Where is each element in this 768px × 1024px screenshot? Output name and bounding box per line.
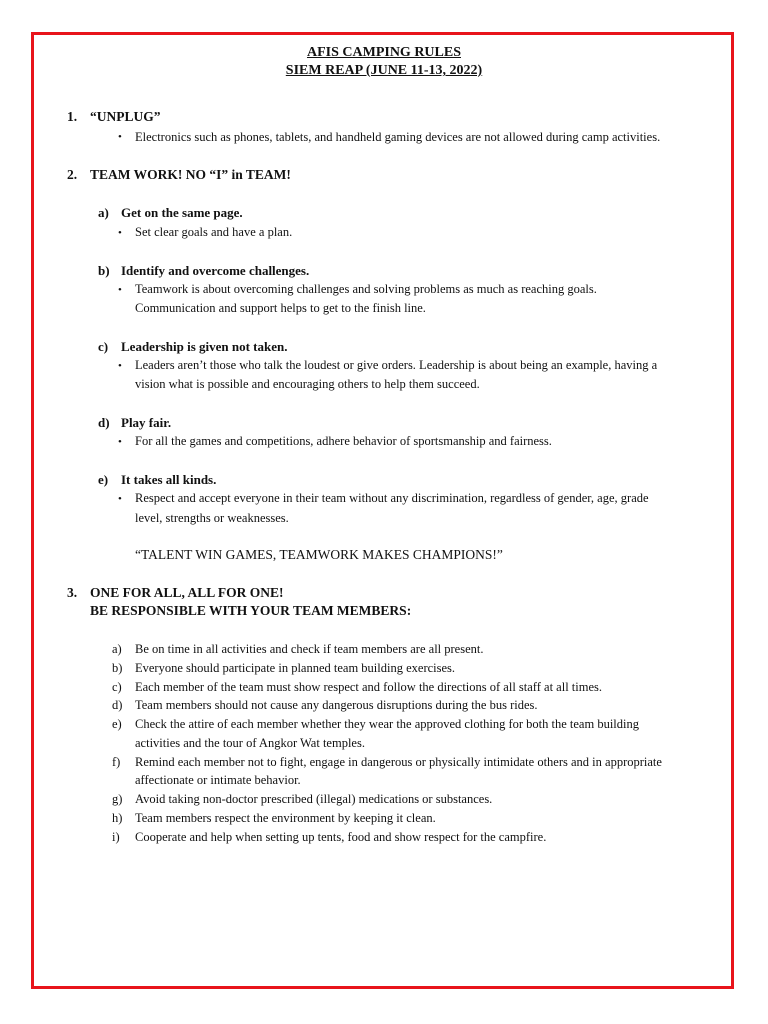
section-2-heading: TEAM WORK! NO “I” in TEAM! xyxy=(90,167,291,182)
bullet-icon: • xyxy=(118,436,122,448)
item-d-label: d) xyxy=(112,698,123,712)
item-d-text: Team members should not cause any dangerous disruptions during the bus rides. xyxy=(135,698,538,712)
sub-b-title: Identify and overcome challenges. xyxy=(121,263,310,278)
sub-d-title: Play fair. xyxy=(121,415,172,430)
section-3-heading: ONE FOR ALL, ALL FOR ONE! xyxy=(90,585,284,600)
bullet-icon: • xyxy=(118,284,122,296)
bullet-icon: • xyxy=(118,493,122,505)
sub-c-title: Leadership is given not taken. xyxy=(121,339,288,354)
section-1-heading: “UNPLUG” xyxy=(90,109,161,124)
sub-d-text: For all the games and competitions, adhere behavior of sportsmanship and fairness. xyxy=(135,434,552,448)
section-3-number: 3. xyxy=(67,585,78,600)
item-c-text: Each member of the team must show respect and follow the directions of all staff at all times. xyxy=(135,680,602,694)
sub-b-text-1: Teamwork is about overcoming challenges and solving problems as much as reaching goals. xyxy=(135,282,597,296)
document-subtitle: SIEM REAP (JUNE 11-13, 2022) xyxy=(285,63,483,78)
sub-e-title: It takes all kinds. xyxy=(121,472,217,487)
bullet-icon: • xyxy=(118,360,122,372)
item-h-label: h) xyxy=(112,811,123,825)
section-1-bullet: Electronics such as phones, tablets, and handheld gaming devices are not allowed during camp activities. xyxy=(135,130,661,144)
section-2-number: 2. xyxy=(67,167,78,182)
item-h-text: Team members respect the environment by keeping it clean. xyxy=(135,811,436,825)
sub-e-text-1: Respect and accept everyone in their team without any discrimination, regardless of gender, age, grade xyxy=(135,491,649,505)
item-i-label: i) xyxy=(112,830,120,844)
item-b-text: Everyone should participate in planned team building exercises. xyxy=(135,661,456,675)
sub-b-text-2: Communication and support helps to get to the finish line. xyxy=(135,301,426,315)
sub-a-text: Set clear goals and have a plan. xyxy=(135,225,293,239)
section-1-number: 1. xyxy=(67,109,78,124)
sub-d-label: d) xyxy=(98,415,110,430)
item-f-text-2: affectionate or intimate behavior. xyxy=(135,773,301,787)
sub-b-label: b) xyxy=(98,263,110,278)
bullet-icon: • xyxy=(118,227,122,239)
sub-e-text-2: level, strengths or weaknesses. xyxy=(135,511,289,525)
item-c-label: c) xyxy=(112,680,122,694)
item-e-text-2: activities and the tour of Angkor Wat temples. xyxy=(135,736,365,750)
sub-a-label: a) xyxy=(98,205,109,220)
item-f-label: f) xyxy=(112,755,121,769)
document-title: AFIS CAMPING RULES xyxy=(306,45,461,60)
item-e-label: e) xyxy=(112,717,122,731)
item-a-text: Be on time in all activities and check if team members are all present. xyxy=(135,642,484,656)
item-i-text: Cooperate and help when setting up tents, food and show respect for the campfire. xyxy=(135,830,547,844)
teamwork-quote: “TALENT WIN GAMES, TEAMWORK MAKES CHAMPIONS!” xyxy=(135,547,503,562)
sub-e-label: e) xyxy=(98,472,109,487)
section-3-subheading: BE RESPONSIBLE WITH YOUR TEAM MEMBERS: xyxy=(90,603,412,618)
item-g-label: g) xyxy=(112,792,123,806)
sub-c-text-2: vision what is possible and encouraging others to help them succeed. xyxy=(135,377,480,391)
bullet-icon: • xyxy=(118,131,122,143)
item-f-text-1: Remind each member not to fight, engage in dangerous or physically intimidate others and in appropriate xyxy=(135,755,662,769)
sub-c-text-1: Leaders aren’t those who talk the loudest or give orders. Leadership is about being an example, having a xyxy=(135,358,658,372)
sub-a-title: Get on the same page. xyxy=(121,205,243,220)
item-b-label: b) xyxy=(112,661,123,675)
item-g-text: Avoid taking non-doctor prescribed (illegal) medications or substances. xyxy=(135,792,493,806)
sub-c-label: c) xyxy=(98,339,109,354)
item-e-text-1: Check the attire of each member whether they wear the approved clothing for both the team building xyxy=(135,717,639,731)
item-a-label: a) xyxy=(112,642,122,656)
